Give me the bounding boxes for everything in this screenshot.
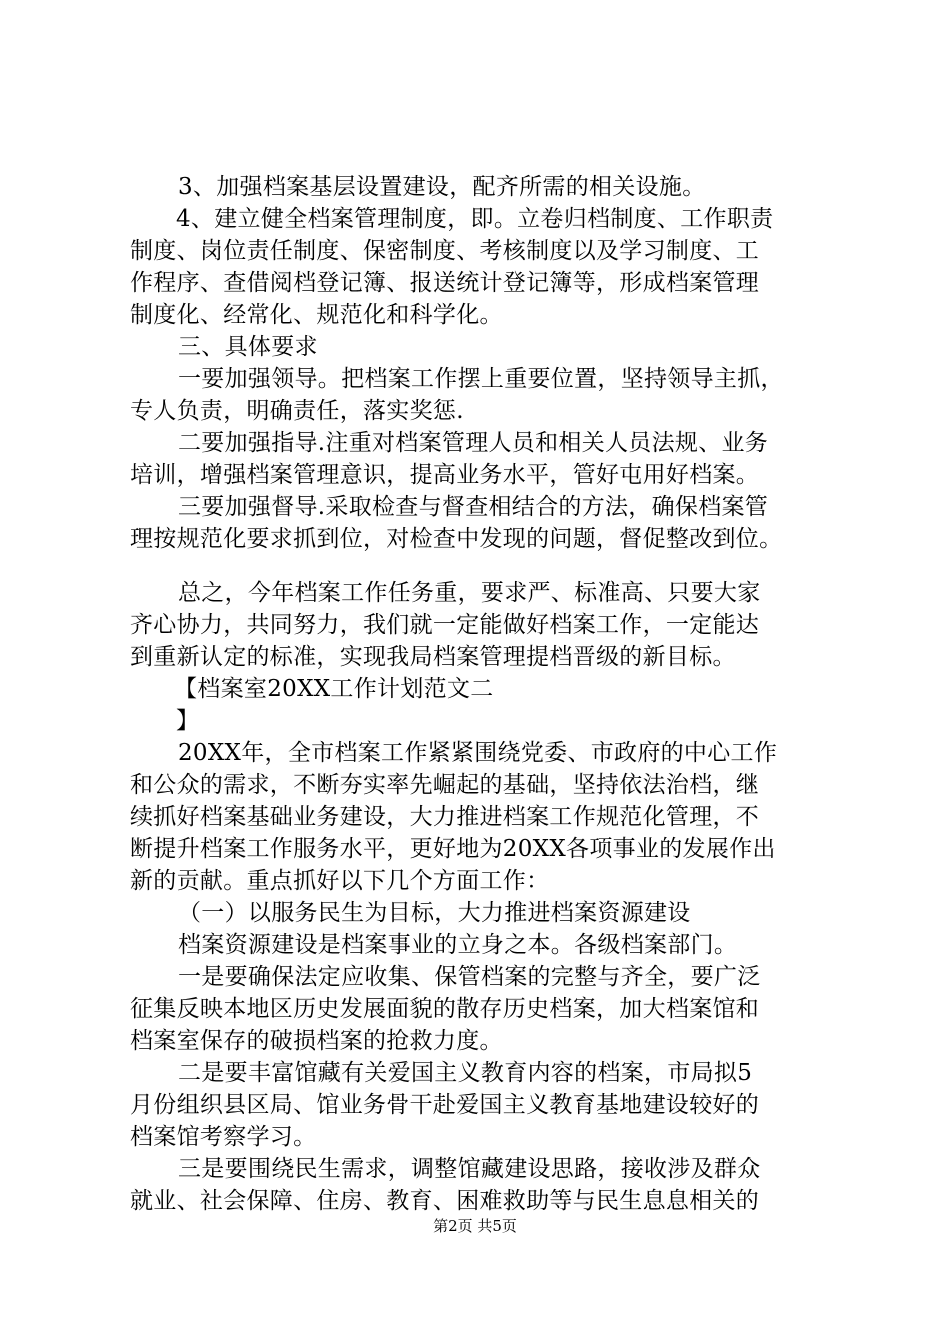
- text-line: 续抓好档案基础业务建设，大力推进档案工作规范化管理，不: [130, 804, 760, 830]
- section-title: 【档案室20XX工作计划范文二: [174, 676, 494, 702]
- text-line: 4、建立健全档案管理制度，即。立卷归档制度、工作职责: [176, 206, 774, 232]
- text-line: 总之，今年档案工作任务重，要求严、标准高、只要大家: [178, 580, 761, 606]
- text-line: 作程序、查借阅档登记簿、报送统计登记簿等，形成档案管理: [130, 270, 760, 296]
- text-line: 20XX年，全市档案工作紧紧围绕党委、市政府的中心工作: [178, 740, 778, 766]
- text-line: 断提升档案工作服务水平，更好地为20XX各项事业的发展作出: [130, 836, 776, 862]
- text-line: 制度化、经常化、规范化和科学化。: [130, 302, 503, 328]
- page-number: 第2页 共5页: [433, 1217, 517, 1235]
- text-line: 一要加强领导。把档案工作摆上重要位置，坚持领导主抓，: [178, 366, 784, 392]
- text-line: 专人负责，明确责任，落实奖惩.: [130, 398, 464, 424]
- text-line: 三是要围绕民生需求，调整馆藏建设思路，接收涉及群众: [178, 1156, 761, 1182]
- text-line: 三要加强督导.采取检查与督查相结合的方法，确保档案管: [178, 494, 769, 520]
- text-line: 二要加强指导.注重对档案管理人员和相关人员法规、业务: [178, 430, 769, 456]
- text-line: 档案室保存的破损档案的抢救力度。: [130, 1028, 503, 1054]
- subsection-heading: （一）以服务民生为目标，大力推进档案资源建设: [178, 900, 691, 926]
- text-line: 征集反映本地区历史发展面貌的散存历史档案，加大档案馆和: [130, 996, 760, 1022]
- text-line: 档案资源建设是档案事业的立身之本。各级档案部门。: [178, 932, 738, 958]
- section-heading: 三、具体要求: [178, 334, 318, 360]
- text-line: 到重新认定的标准，实现我局档案管理提档晋级的新目标。: [130, 644, 736, 670]
- text-line: 和公众的需求，不断夯实率先崛起的基础，坚持依法治档，继: [130, 772, 760, 798]
- text-line: 制度、岗位责任制度、保密制度、考核制度以及学习制度、工: [130, 238, 760, 264]
- text-line: 培训，增强档案管理意识，提高业务水平，管好屯用好档案。: [130, 462, 760, 488]
- text-line: 月份组织县区局、馆业务骨干赴爱国主义教育基地建设较好的: [130, 1092, 760, 1118]
- section-title-bracket: 】: [176, 708, 200, 734]
- text-line: 二是要丰富馆藏有关爱国主义教育内容的档案，市局拟5: [178, 1060, 753, 1086]
- text-line: 新的贡献。重点抓好以下几个方面工作：: [130, 868, 550, 894]
- text-line: 档案馆考察学习。: [130, 1124, 317, 1150]
- text-line: 一是要确保法定应收集、保管档案的完整与齐全，要广泛: [178, 964, 761, 990]
- text-line: 齐心协力，共同努力，我们就一定能做好档案工作，一定能达: [130, 612, 760, 638]
- text-line: 3、加强档案基层设置建设，配齐所需的相关设施。: [178, 174, 706, 200]
- text-line: 就业、社会保障、住房、教育、困难救助等与民生息息相关的: [130, 1188, 760, 1214]
- text-line: 理按规范化要求抓到位，对检查中发现的问题，督促整改到位。: [130, 526, 783, 552]
